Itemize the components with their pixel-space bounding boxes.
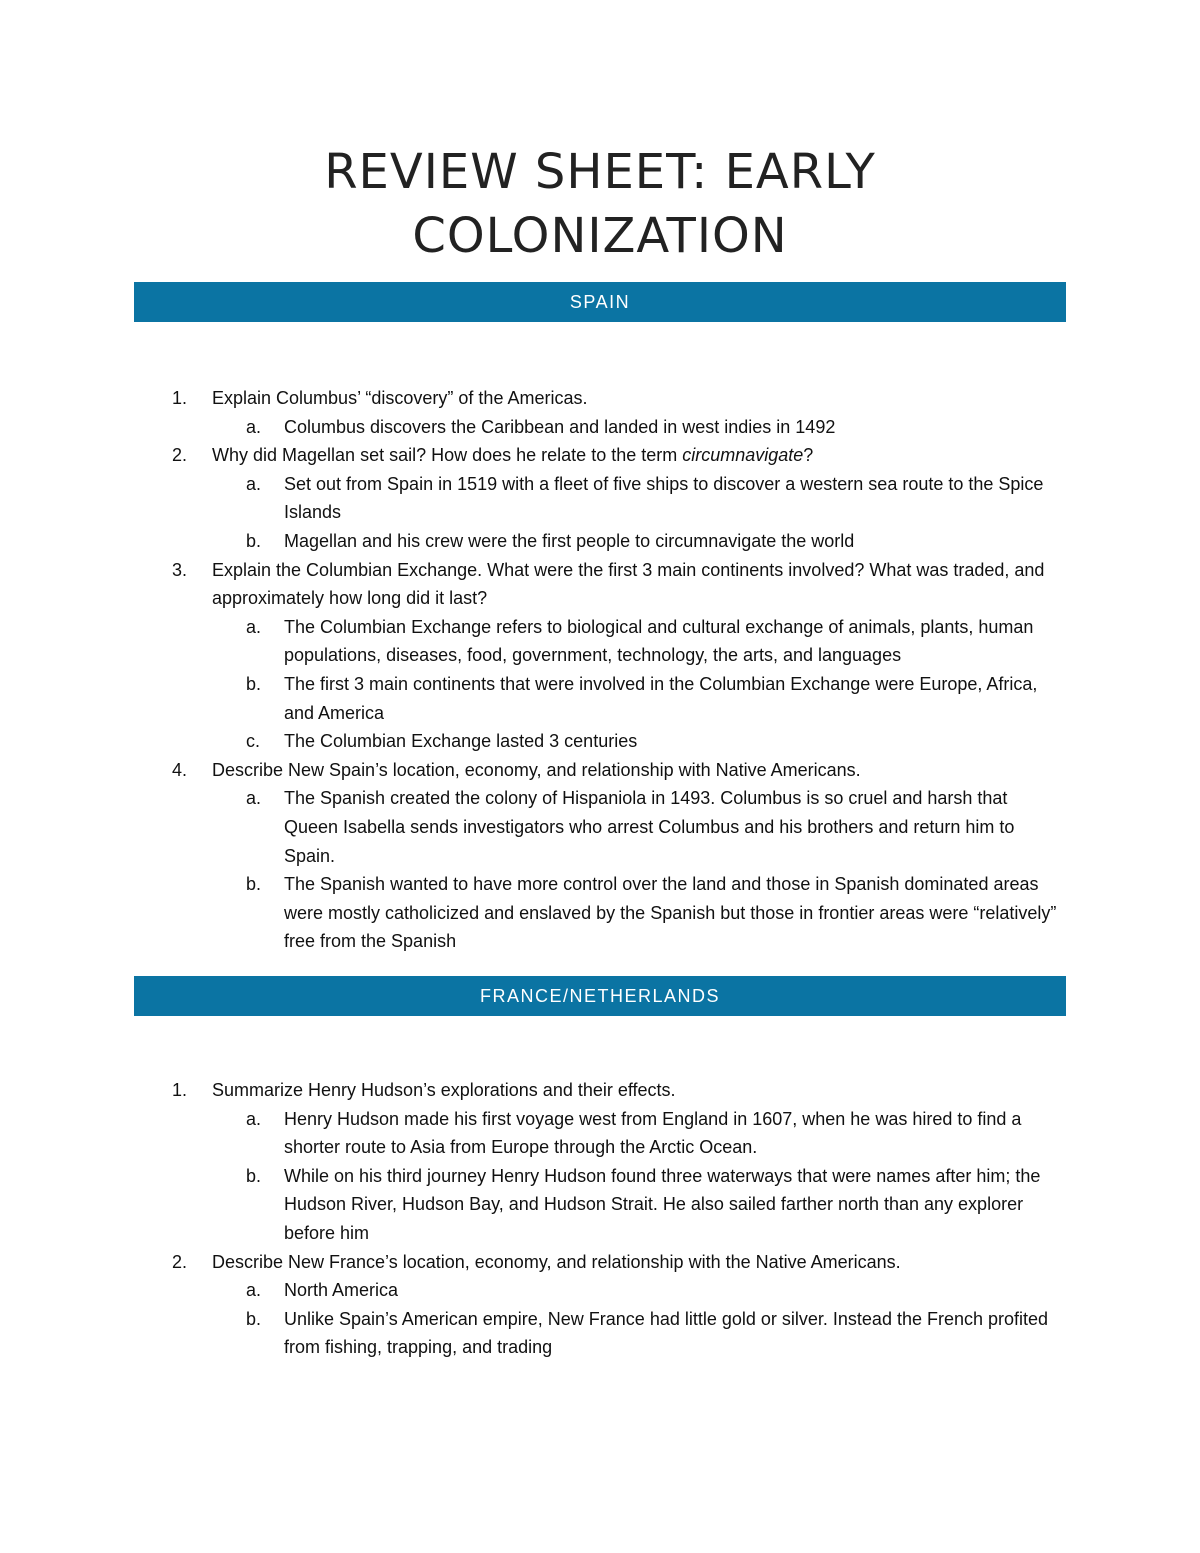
question-text: Summarize Henry Hudson’s explorations and their effects. — [212, 1080, 676, 1100]
answer-item — [212, 527, 1066, 556]
answer-text: Unlike Spain’s American empire, New France had little gold or silver. Instead the French profited from fishing, trapping, and trading — [284, 1308, 1049, 1358]
answer-text: North America — [284, 1280, 399, 1301]
section-header-spain: SPAIN — [134, 282, 1066, 322]
question-text: Describe New France’s location, economy, and relationship with the Native Americans. — [212, 1251, 901, 1272]
answer-letter: b. — [246, 530, 262, 551]
answer-text: Henry Hudson made his first voyage west from England in 1607, when he was hired to find a shorter route to Asia from Europe through the Arctic Ocean. — [284, 1108, 1022, 1158]
answer-letter: c. — [246, 731, 261, 752]
question-number: 2. — [172, 445, 188, 466]
question-number: 1. — [172, 388, 188, 408]
answer-item — [212, 727, 1066, 756]
answer-text: Columbus discovers the Caribbean and landed in west indies in 1492 — [284, 416, 836, 437]
answer-list — [212, 1276, 1066, 1362]
answer-letter: b. — [246, 1308, 262, 1329]
answer-list — [212, 1105, 1066, 1248]
title-line-1: REVIEW SHEET: EARLY — [324, 144, 876, 200]
answer-item — [212, 413, 1066, 442]
answer-list — [212, 784, 1066, 956]
answer-text: The Spanish created the colony of Hispaniola in 1493. Columbus is so cruel and harsh that Queen Isabella sends investigators who arrest Columbus and his brothers and return him to Spain. — [284, 788, 1015, 866]
answer-item — [212, 1305, 1066, 1362]
question-item — [134, 1076, 1066, 1248]
france-question-list — [134, 1076, 1066, 1362]
section-header-france-netherlands: FRANCE/NETHERLANDS — [134, 976, 1066, 1016]
question-number: 2. — [172, 1251, 188, 1272]
question-text: Explain the Columbian Exchange. What were the first 3 main continents involved? What was traded, and approximately how long did it last? — [212, 559, 1045, 609]
answer-text: The Columbian Exchange refers to biological and cultural exchange of animals, plants, human populations, diseases, food, government, technology, the arts, and languages — [284, 616, 1034, 666]
question-text-start: Why did Magellan set sail? How does he relate to the term — [212, 445, 683, 466]
answer-item — [212, 613, 1066, 670]
question-item — [134, 1248, 1066, 1362]
answer-letter: a. — [246, 416, 262, 437]
answer-text: The Columbian Exchange lasted 3 centuries — [284, 731, 638, 752]
answer-item — [212, 1105, 1066, 1162]
answer-item — [212, 1276, 1066, 1305]
answer-letter: b. — [246, 673, 262, 694]
question-text-end: ? — [803, 445, 814, 466]
question-number: 1. — [172, 1080, 188, 1100]
answer-item — [212, 870, 1066, 956]
answer-letter: b. — [246, 1165, 262, 1186]
question-item — [134, 756, 1066, 956]
answer-letter: a. — [246, 788, 262, 809]
question-item — [134, 556, 1066, 756]
answer-item — [212, 784, 1066, 870]
question-text-italic-term: circumnavigate — [682, 445, 804, 466]
answer-letter: a. — [246, 1280, 262, 1301]
answer-item — [212, 470, 1066, 527]
question-text: Describe New Spain’s location, economy, and relationship with Native Americans. — [212, 759, 861, 780]
answer-letter: b. — [246, 874, 262, 895]
question-number: 4. — [172, 759, 188, 780]
page-title — [134, 140, 1066, 268]
answer-text: Set out from Spain in 1519 with a fleet of five ships to discover a western sea route to the Spice Islands — [284, 473, 1044, 523]
answer-letter: a. — [246, 473, 262, 494]
answer-list — [212, 413, 1066, 442]
answer-item — [212, 1162, 1066, 1248]
answer-item — [212, 670, 1066, 727]
answer-letter: a. — [246, 1108, 262, 1129]
title-line-2: COLONIZATION — [412, 208, 788, 264]
answer-list — [212, 613, 1066, 756]
answer-letter: a. — [246, 616, 262, 637]
answer-list — [212, 470, 1066, 556]
answer-text: Magellan and his crew were the first people to circumnavigate the world — [284, 530, 855, 551]
question-number: 3. — [172, 559, 188, 580]
answer-text: While on his third journey Henry Hudson found three waterways that were names after him; the Hudson River, Hudson Bay, and Hudson Strait. He also sailed farther north than any explorer before him — [284, 1165, 1041, 1243]
spain-question-list — [134, 384, 1066, 956]
answer-text: The Spanish wanted to have more control over the land and those in Spanish dominated areas were mostly catholicized and enslaved by the Spanish but those in frontier areas were “relatively” free from the Spanish — [284, 874, 1057, 952]
question-item — [134, 384, 1066, 441]
answer-text: The first 3 main continents that were involved in the Columbian Exchange were Europe, Africa, and America — [284, 673, 1038, 723]
question-text: Explain Columbus’ “discovery” of the Americas. — [212, 388, 588, 408]
question-item — [134, 441, 1066, 555]
